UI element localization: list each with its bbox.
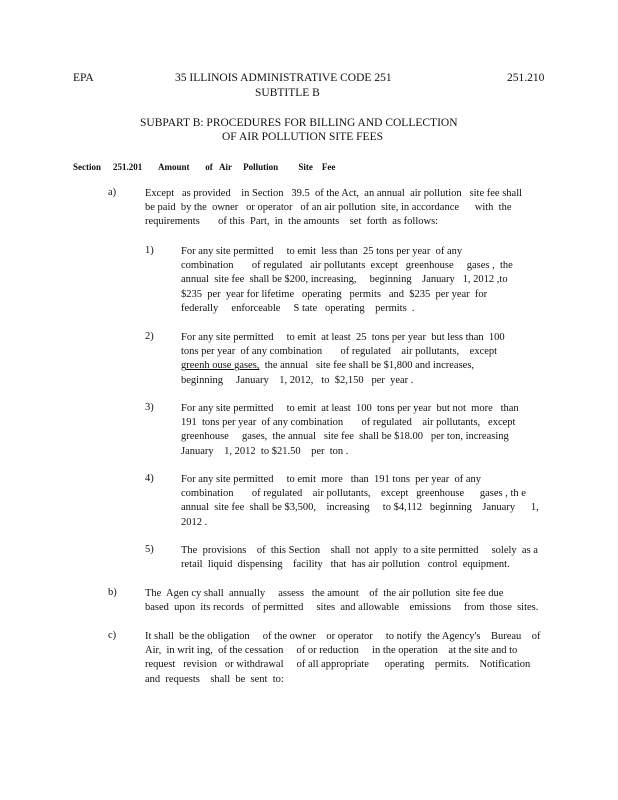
paragraph-line: request revision or withdrawal of all appropriate operating permits. Notification xyxy=(145,659,531,671)
paragraph-line: For any site permitted to emit less than 25 tons per year of any xyxy=(181,246,463,257)
paragraph-line: greenhouse gases, the annual site fee shall be $18.00 per ton, increasing xyxy=(181,431,509,443)
paragraph-a5-text xyxy=(181,544,538,572)
paragraph-line-rest: the annual site fee shall be $1,800 and increases, xyxy=(259,360,475,372)
paragraph-line: annual site fee shall be $200, increasing, beginning January 1, 2012 ,to xyxy=(181,274,508,286)
paragraph-a2-text xyxy=(181,331,505,388)
paragraph-line: be paid by the owner or operator of an air pollution site, in accordance with the xyxy=(145,202,512,214)
paragraph-line: 191 tons per year of any combination of regulated air pollutants, except xyxy=(181,417,516,429)
paragraph-line: beginning January 1, 2012, to $2,150 per year . xyxy=(181,374,414,386)
paragraph-line: Air, in writ ing, of the cessation of or reduction in the operation at the site and to xyxy=(145,645,518,657)
section-number: 251.201 xyxy=(113,162,143,172)
header-left: EPA xyxy=(73,72,94,84)
paragraph-line: The provisions of this Section shall not apply to a site permitted solely as a xyxy=(181,545,538,556)
paragraph-line: It shall be the obligation of the owner or operator to notify the Agency's Bureau of xyxy=(145,631,541,642)
subpart-title-line2: OF AIR POLLUTION SITE FEES xyxy=(222,131,384,143)
paragraph-line: federally enforceable S tate operating permits . xyxy=(181,302,415,314)
paragraph-a3-marker: 3) xyxy=(145,402,154,413)
paragraph-line: requirements of this Part, in the amounts set forth as follows: xyxy=(145,216,439,228)
paragraph-line: For any site permitted to emit at least 25 tons per year but less than 100 xyxy=(181,332,505,343)
paragraph-b-text xyxy=(145,587,538,615)
paragraph-a4-marker: 4) xyxy=(145,473,154,484)
paragraph-a1-text xyxy=(181,245,513,316)
underlined-insertion: greenh ouse gases, xyxy=(181,360,260,372)
header-center-line1: 35 ILLINOIS ADMINISTRATIVE CODE 251 xyxy=(175,72,392,84)
header-center-line2: SUBTITLE B xyxy=(255,87,320,99)
paragraph-a4-text xyxy=(181,473,539,530)
paragraph-a-text xyxy=(145,187,522,230)
paragraph-line: January 1, 2012 to $21.50 per ton . xyxy=(181,445,349,457)
paragraph-line: For any site permitted to emit at least 100 tons per year but not more than xyxy=(181,403,519,414)
paragraph-line xyxy=(181,359,505,373)
paragraph-c-text xyxy=(145,630,541,687)
paragraph-line: tons per year of any combination of regulated air pollutants, except xyxy=(181,346,498,358)
paragraph-line: 2012 . xyxy=(181,516,208,528)
paragraph-a3-text xyxy=(181,402,519,459)
subpart-title-line1: SUBPART B: PROCEDURES FOR BILLING AND COLLECTION xyxy=(140,117,458,129)
paragraph-a5-marker: 5) xyxy=(145,544,154,555)
paragraph-b-marker: b) xyxy=(108,587,117,598)
paragraph-line: combination of regulated air pollutants, except greenhouse gases , th e xyxy=(181,488,526,500)
section-label: Section xyxy=(73,162,101,172)
paragraph-a-marker: a) xyxy=(108,187,117,198)
paragraph-line: annual site fee shall be $3,500, increasing to $4,112 beginning January 1, xyxy=(181,502,539,514)
paragraph-line: combination of regulated air pollutants except greenhouse gases , the xyxy=(181,260,513,272)
paragraph-line: Except as provided in Section 39.5 of the Act, an annual air pollution site fee shall xyxy=(145,188,523,199)
paragraph-line: $235 per year for lifetime operating permits and $235 per year for xyxy=(181,288,488,300)
paragraph-line: based upon its records of permitted sites and allowable emissions from those sites. xyxy=(145,602,539,614)
header-right: 251.210 xyxy=(507,72,545,84)
paragraph-line: retail liquid dispensing facility that has air pollution control equipment. xyxy=(181,559,510,571)
paragraph-line: For any site permitted to emit more than 191 tons per year of any xyxy=(181,474,482,485)
paragraph-a1-marker: 1) xyxy=(145,245,154,256)
section-title: Amount of Air Pollution Site Fee xyxy=(158,162,336,172)
paragraph-line: and requests shall be sent to: xyxy=(145,673,284,685)
paragraph-c-marker: c) xyxy=(108,630,117,641)
paragraph-a2-marker: 2) xyxy=(145,331,154,342)
paragraph-line: The Agen cy shall annually assess the amount of the air pollution site fee due xyxy=(145,588,504,599)
